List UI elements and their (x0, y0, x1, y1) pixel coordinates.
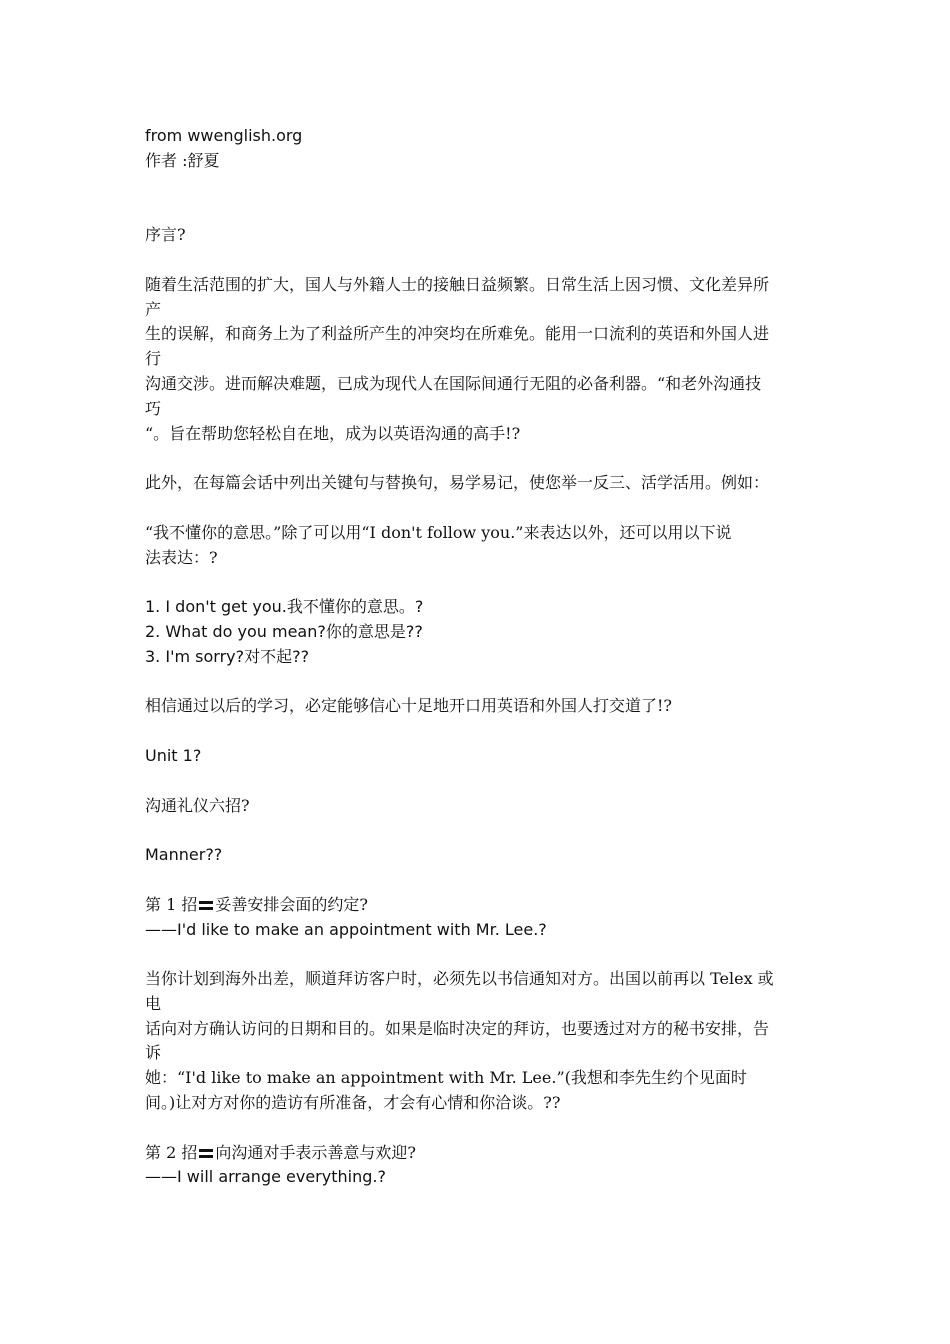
blank-line (145, 570, 815, 595)
document-page (145, 124, 815, 1190)
blank-line (145, 198, 815, 223)
tip-heading (145, 1141, 815, 1166)
unit-subtitle: 沟通礼仪六招? (145, 795, 250, 815)
preface-paragraph-3 (145, 521, 815, 571)
paragraph-line: 法表达：? (145, 547, 218, 567)
paragraph-line: 当你计划到海外出差，顺道拜访客户时，必须先以书信通知对方。出国以前再以 Telex 或 (145, 969, 774, 989)
paragraph-line: 诉 (145, 1043, 162, 1063)
unit-title: Unit 1? (145, 745, 202, 765)
blank-line (145, 174, 815, 199)
blank-line (145, 248, 815, 273)
blank-line (145, 446, 815, 471)
paragraph-line: 话向对方确认访问的日期和目的。如果是临时决定的拜访，也要透过对方的秘书安排，告 (145, 1018, 770, 1038)
example-item: 3. I'm sorry?对不起?? (145, 646, 310, 666)
tip-heading (145, 893, 815, 918)
blank-line (145, 719, 815, 744)
paragraph-line: 间。)让对方对你的造访有所准备，才会有心情和你洽谈。?? (145, 1093, 561, 1113)
paragraph-line: 生的误解，和商务上为了利益所产生的冲突均在所难免。能用一口流利的英语和外国人进 (145, 324, 770, 344)
example-item: 1. I don't get you.我不懂你的意思。? (145, 597, 424, 617)
double-bar-icon (199, 1148, 213, 1159)
tip-title: 向沟通对手表示善意与欢迎? (215, 1142, 416, 1162)
tip-2 (145, 1141, 815, 1191)
paragraph-line: “。旨在帮助您轻松自在地，成为以英语沟通的高手!? (145, 423, 521, 443)
unit-topic: Manner?? (145, 845, 223, 865)
source-line: from wwenglish.org (145, 126, 303, 145)
paragraph-line: “我不懂你的意思。”除了可以用“I don't follow you.”来表达以外，还可以用以下说 (145, 522, 732, 542)
paragraph-line: 随着生活范围的扩大，国人与外籍人士的接触日益频繁。日常生活上因习惯、文化差异所 (145, 274, 770, 294)
preface-paragraph-2: 此外，在每篇会话中列出关键句与替换句，易学易记，使您举一反三、活学活用。例如： (145, 473, 770, 493)
preface-title: 序言? (145, 225, 186, 245)
double-bar-icon (199, 900, 213, 911)
paragraph-line: 她：“I'd like to make an appointment with Mr. Lee.”(我想和李先生约个见面时 (145, 1068, 747, 1088)
tip-key-sentence: ——I will arrange everything.? (145, 1167, 386, 1187)
tip-title: 妥善安排会面的约定? (215, 894, 368, 914)
blank-line (145, 769, 815, 794)
blank-line (145, 496, 815, 521)
blank-line (145, 818, 815, 843)
paragraph-line: 电 (145, 993, 162, 1013)
blank-line (145, 670, 815, 695)
tip-1 (145, 893, 815, 1116)
tip-number: 第 2 招 (145, 1142, 198, 1162)
blank-line (145, 942, 815, 967)
blank-line (145, 868, 815, 893)
tip-key-sentence: ——I'd like to make an appointment with Mr. Lee.? (145, 919, 547, 939)
example-item: 2. What do you mean?你的意思是?? (145, 621, 423, 641)
paragraph-line: 巧 (145, 398, 162, 418)
paragraph-line: 行 (145, 349, 162, 369)
paragraph-line: 产 (145, 299, 162, 319)
blank-line (145, 1116, 815, 1141)
tip-number: 第 1 招 (145, 894, 198, 914)
paragraph-line: 沟通交涉。进而解决难题，已成为现代人在国际间通行无阻的必备利器。“和老外沟通技 (145, 373, 762, 393)
preface-closing: 相信通过以后的学习，必定能够信心十足地开口用英语和外国人打交道了!? (145, 696, 673, 716)
example-list (145, 595, 815, 669)
author-line: 作者 :舒夏 (145, 150, 220, 170)
preface-paragraph-1 (145, 273, 815, 447)
